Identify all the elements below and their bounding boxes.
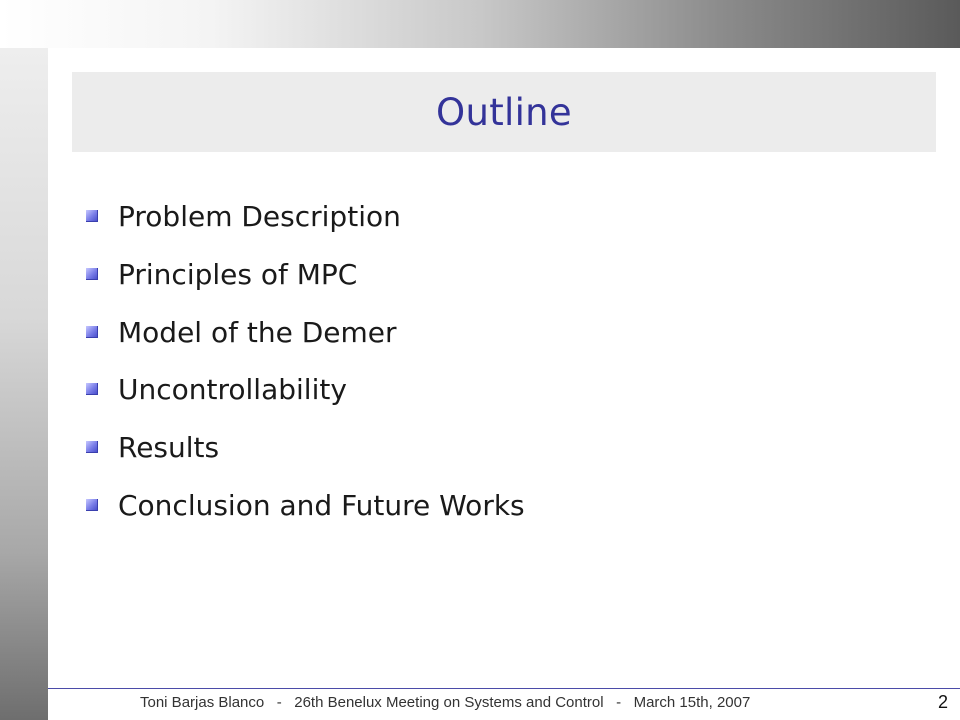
bullet-text: Model of the Demer bbox=[118, 315, 397, 349]
bullet-text: Principles of MPC bbox=[118, 257, 358, 291]
square-bullet-icon bbox=[86, 383, 98, 395]
square-bullet-icon bbox=[86, 210, 98, 222]
bullet-text: Uncontrollability bbox=[118, 373, 347, 407]
bullet-text: Results bbox=[118, 431, 220, 465]
square-bullet-icon bbox=[86, 326, 98, 338]
top-gradient-band bbox=[0, 0, 960, 48]
title-banner bbox=[72, 72, 936, 152]
square-bullet-icon bbox=[86, 441, 98, 453]
bullet-text: Conclusion and Future Works bbox=[118, 488, 525, 522]
bullet-text: Problem Description bbox=[118, 200, 401, 233]
square-bullet-icon bbox=[86, 268, 98, 280]
slide-title: Outline bbox=[436, 90, 572, 134]
left-gradient-band bbox=[0, 48, 48, 720]
page-number: 2 bbox=[937, 692, 948, 712]
square-bullet-icon bbox=[86, 499, 98, 511]
footer-text: Toni Barjas Blanco - 26th Benelux Meeting on Systems and Control - March 15th, 2007 bbox=[140, 694, 751, 711]
footer-divider bbox=[48, 688, 960, 689]
